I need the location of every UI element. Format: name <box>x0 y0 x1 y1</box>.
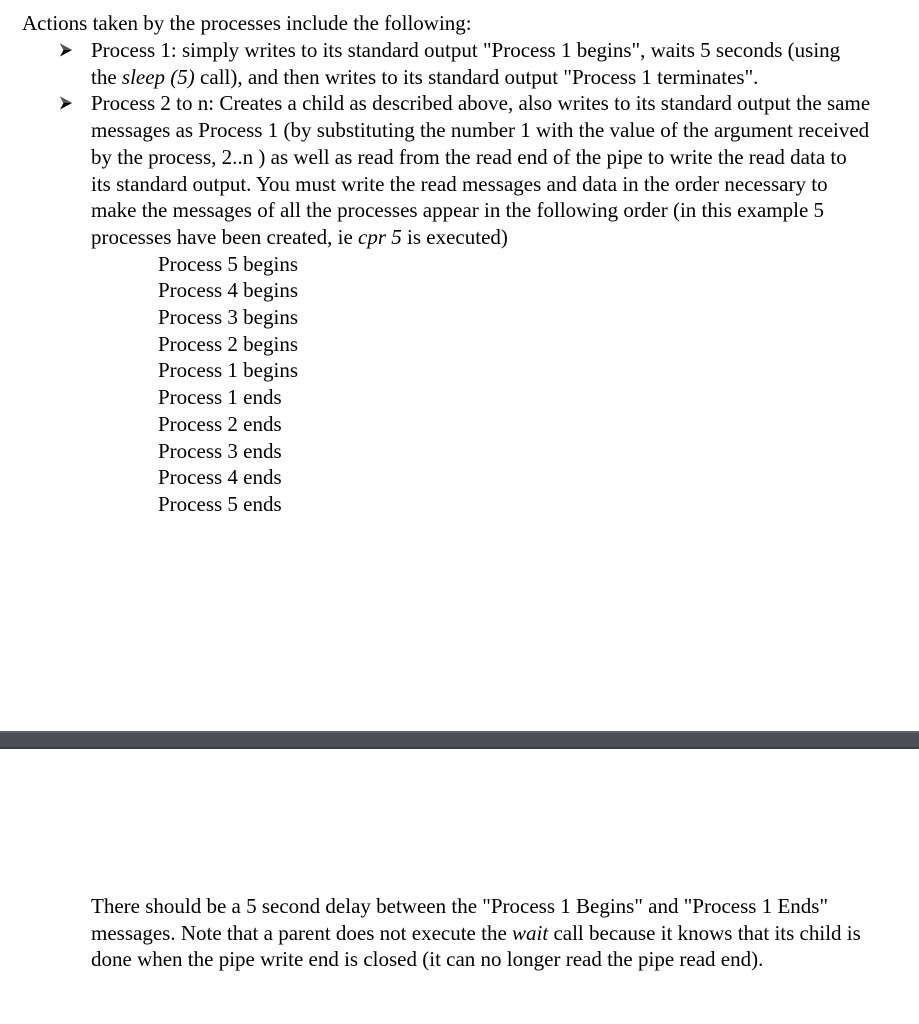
output-line: Process 1 begins <box>158 358 298 383</box>
output-line: Process 2 begins <box>158 331 298 356</box>
output-line: Process 1 ends <box>158 385 282 410</box>
list-item-process-1 <box>0 37 871 90</box>
bullet-text-part: Process 1: simply writes to its standard output "Process 1 begins", waits 5 seconds (using the <box>91 38 841 89</box>
bullet-text-part: call), and then writes to its standard output "Process 1 terminates". <box>194 64 759 89</box>
list-item-process-2-to-n <box>0 90 871 517</box>
arrowhead-bullet-icon <box>54 90 78 116</box>
output-line: Process 3 begins <box>158 305 298 330</box>
bullet-text-part: Process 2 to n: Creates a child as described above, also writes to its standard output the same messages as Process 1 (by substituting the number 1 with the value of the argument received by the process, 2..n ) as well as read from the read end of the pipe to write the read data to its standard output. You must write the read messages and data in the order necessary to make the messages of all the processes appear in the following order (in this example 5 processes have been created, ie <box>91 91 871 249</box>
bullet-text-emphasis: sleep (5) <box>121 64 195 89</box>
delay-note <box>91 893 881 973</box>
output-line: Process 3 ends <box>158 438 282 463</box>
expected-output-list <box>91 251 871 518</box>
arrowhead-bullet-icon <box>54 37 78 63</box>
output-line: Process 5 begins <box>158 251 298 276</box>
intro-heading: Actions taken by the processes include the following: <box>22 11 472 35</box>
note-text-emphasis: wait <box>512 920 549 945</box>
output-line: Process 4 begins <box>158 278 298 303</box>
note-text-part: There should be a 5 second delay between the "Process 1 Begins" and "Process 1 Ends" messages. Note that a parent does not execute the <box>91 894 829 945</box>
output-line: Process 2 ends <box>158 411 282 436</box>
bullet-text-emphasis: cpr 5 <box>358 224 402 249</box>
actions-list <box>0 37 919 518</box>
note-text-part: call because it knows that its child is done when the pipe write end is closed (it can no longer read the pipe read end). <box>91 920 861 972</box>
output-line: Process 4 ends <box>158 465 282 490</box>
output-line: Process 5 ends <box>158 491 282 516</box>
section-divider <box>0 731 919 749</box>
bullet-text-part: is executed) <box>401 224 508 249</box>
